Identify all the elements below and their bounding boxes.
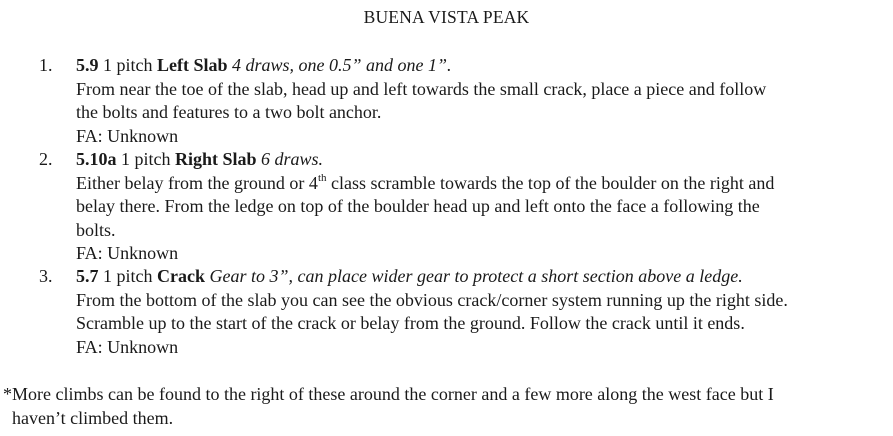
route-name: Left Slab <box>157 55 228 75</box>
route-item-2 <box>0 148 893 266</box>
route-number: 1. <box>39 55 53 75</box>
route-grade: 5.10a <box>76 149 117 169</box>
route-grade: 5.9 <box>76 55 99 75</box>
description-line: the bolts and features to a two bolt anchor. <box>76 102 382 122</box>
route-item-3 <box>0 265 893 359</box>
route-number: 3. <box>39 266 53 286</box>
route-first-ascent: FA: Unknown <box>76 125 179 146</box>
route-pitches: 1 pitch <box>103 55 153 75</box>
route-description <box>0 78 893 125</box>
route-first-ascent: FA: Unknown <box>76 243 179 263</box>
description-line: belay there. From the ledge on top of the boulder head up and left onto the face a following the <box>76 196 760 216</box>
description-text: Either belay from the ground or 4 <box>76 172 318 193</box>
route-pitches: 1 pitch <box>121 149 171 169</box>
route-gear: 6 draws. <box>261 149 324 169</box>
description-text: class scramble towards the top of the boulder on the right and <box>326 172 775 193</box>
ordinal-suffix: th <box>317 171 327 184</box>
description-line: From near the toe of the slab, head up and left towards the small crack, place a piece and follow <box>76 78 767 99</box>
route-description <box>0 289 893 336</box>
description-line: bolts. <box>76 219 116 240</box>
route-grade: 5.7 <box>76 266 99 286</box>
footnote-line: *More climbs can be found to the right of these around the corner and a few more along the west face but I <box>3 384 774 404</box>
route-item-1 <box>0 54 893 148</box>
description-line: From the bottom of the slab you can see the obvious crack/corner system running up the right side. <box>76 289 788 310</box>
description-line: Scramble up to the start of the crack or belay from the ground. Follow the crack until it ends. <box>76 313 745 333</box>
route-pitches: 1 pitch <box>103 266 153 286</box>
route-header <box>0 54 893 78</box>
description-line <box>76 172 889 196</box>
route-first-ascent: FA: Unknown <box>76 336 179 357</box>
footnote <box>3 383 893 430</box>
page-title: BUENA VISTA PEAK <box>363 7 530 27</box>
route-name: Crack <box>157 266 205 286</box>
route-gear: 4 draws, one 0.5” and one 1”. <box>232 55 452 75</box>
route-header <box>0 265 893 289</box>
footnote-line: haven’t climbed them. <box>12 407 174 428</box>
route-gear: Gear to 3”, can place wider gear to protect a short section above a ledge. <box>209 266 743 286</box>
route-description <box>0 172 893 243</box>
route-header <box>0 148 893 172</box>
route-number: 2. <box>39 149 53 169</box>
route-name: Right Slab <box>175 149 257 169</box>
